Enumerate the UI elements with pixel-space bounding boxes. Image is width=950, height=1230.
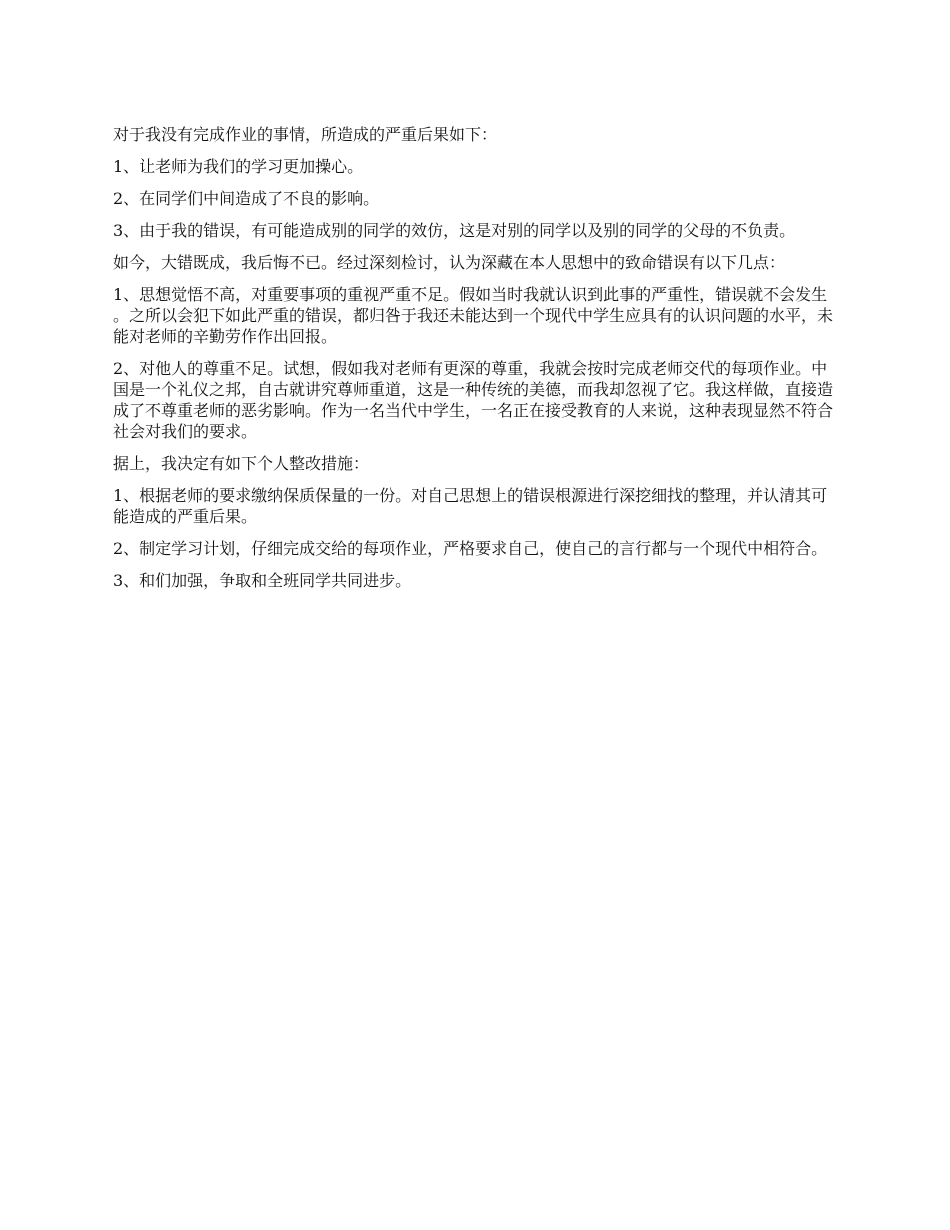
- intro-paragraph: 对于我没有完成作业的事情，所造成的严重后果如下：: [113, 125, 498, 144]
- measure-item-1: 1、根据老师的要求缴纳保质保量的一份。对自己思想上的错误根源进行深挖细找的整理，并认清其可能造成的严重后果。: [113, 486, 828, 526]
- consequence-item-2: 2、在同学们中间造成了不良的影响。: [113, 189, 380, 208]
- measure-item-3: 3、和们加强，争取和全班同学共同进步。: [113, 571, 412, 590]
- measures-intro-paragraph: 据上，我决定有如下个人整改措施：: [113, 454, 370, 473]
- measure-item-2: 2、制定学习计划，仔细完成交给的每项作业，严格要求自己，使自己的言行都与一个现代中相符合。: [113, 539, 828, 558]
- error-item-1: 1、思想觉悟不高，对重要事项的重视严重不足。假如当时我就认识到此事的严重性，错误就不会发生。之所以会犯下如此严重的错误，都归咎于我还未能达到一个现代中学生应具有的认识问题的水平，未能对老师的辛勤劳作作出回报。: [113, 285, 834, 346]
- consequence-item-3: 3、由于我的错误，有可能造成别的同学的效仿，这是对别的同学以及别的同学的父母的不负责。: [113, 221, 796, 240]
- consequence-item-1: 1、让老师为我们的学习更加操心。: [113, 157, 364, 176]
- error-item-2: 2、对他人的尊重不足。试想，假如我对老师有更深的尊重，我就会按时完成老师交代的每项作业。中国是一个礼仪之邦，自古就讲究尊师重道，这是一种传统的美德，而我却忽视了它。我这样做，直接造成了不尊重老师的恶劣影响。作为一名当代中学生，一名正在接受教育的人来说，这种表现显然不符合社会对我们的要求。: [113, 359, 834, 441]
- document-body: [113, 124, 843, 602]
- reflection-paragraph: 如今，大错既成，我后悔不已。经过深刻检讨，认为深藏在本人思想中的致命错误有以下几点：: [113, 253, 786, 272]
